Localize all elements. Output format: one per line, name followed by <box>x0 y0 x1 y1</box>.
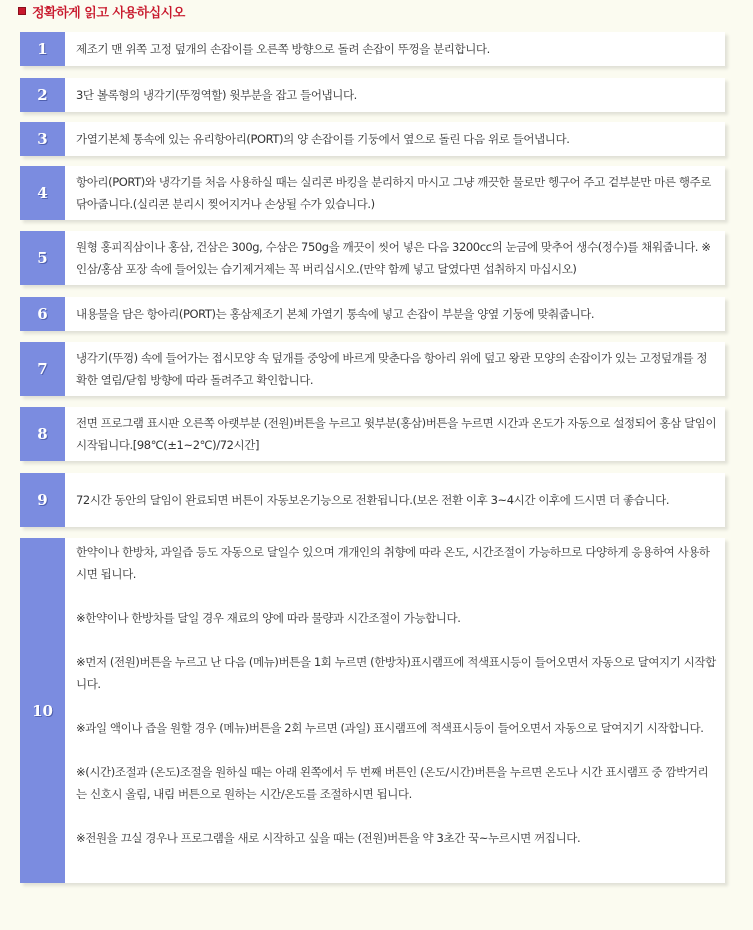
step-4 <box>20 166 725 220</box>
step-7 <box>20 342 725 396</box>
step-text: 가열기본체 통속에 있는 유리항아리(PORT)의 양 손잡이를 기둥에서 옆으로 돌린 다음 위로 들어냅니다. <box>65 122 725 156</box>
step-9 <box>20 473 725 527</box>
step-number: 5 <box>20 231 65 285</box>
step-number: 2 <box>20 78 65 112</box>
step-text: 전면 프로그램 표시판 오른쪽 아랫부분 (전원)버튼을 누르고 윗부분(홍삼)버튼을 누르면 시간과 온도가 자동으로 설정되어 홍삼 달임이 시작됩니다.[98℃(±1~2℃)/72시간] <box>65 407 725 461</box>
step-3 <box>20 122 725 156</box>
step-8 <box>20 407 725 461</box>
bullet-square-icon <box>18 7 26 15</box>
step-paragraph: ※(시간)조절과 (온도)조절을 원하실 때는 아래 왼쪽에서 두 번째 버튼인 (온도/시간)버튼을 누르면 온도나 시간 표시램프 중 깜박거리는 신호시 올림, 내림 버튼으로 원하는 시간/온도를 조절하시면 됩니다. <box>76 765 709 801</box>
step-number: 10 <box>20 538 65 883</box>
step-number: 7 <box>20 342 65 396</box>
step-paragraph: ※먼저 (전원)버튼을 누르고 난 다음 (메뉴)버튼을 1회 누르면 (한방차)표시램프에 적색표시등이 들어오면서 자동으로 달여지기 시작합니다. <box>76 655 716 691</box>
step-text: 원형 홍피직삼이나 홍삼, 건삼은 300g, 수삼은 750g을 깨끗이 씻어 넣은 다음 3200cc의 눈금에 맞추어 생수(정수)를 채워줍니다. ※인삼/홍삼 포장 속에 들어있는 습기제거제는 꼭 버리십시오.(만약 함께 넣고 달였다면 섭취하지 마십시오) <box>65 231 725 285</box>
step-number: 6 <box>20 297 65 331</box>
step-paragraph: ※한약이나 한방차를 달일 경우 재료의 양에 따라 물량과 시간조절이 가능합니다. <box>76 611 461 625</box>
step-text: 내용물을 담은 항아리(PORT)는 홍삼제조기 본체 가열기 통속에 넣고 손잡이 부분을 양옆 기둥에 맞춰줍니다. <box>65 297 725 331</box>
page-title: 정확하게 읽고 사용하십시오 <box>32 5 185 21</box>
step-paragraph: 한약이나 한방차, 과일즙 등도 자동으로 달일수 있으며 개개인의 취향에 따라 온도, 시간조절이 가능하므로 다양하게 응용하여 사용하시면 됩니다. <box>76 545 710 581</box>
step-6 <box>20 297 725 331</box>
step-text: 냉각기(뚜껑) 속에 들어가는 접시모양 속 덮개를 중앙에 바르게 맞춘다음 항아리 위에 덮고 왕관 모양의 손잡이가 있는 고정덮개를 정확한 열림/닫힘 방향에 따라 돌려주고 확인합니다. <box>65 342 725 396</box>
step-text: 72시간 동안의 달임이 완료되면 버튼이 자동보온기능으로 전환됩니다.(보온 전환 이후 3~4시간 이후에 드시면 더 좋습니다. <box>65 473 725 527</box>
step-10 <box>20 538 725 883</box>
step-text: 제조기 맨 위쪽 고정 덮개의 손잡이를 오른쪽 방향으로 돌려 손잡이 뚜껑을 분리합니다. <box>65 32 725 66</box>
step-text: 3단 볼록형의 냉각기(뚜껑역할) 윗부분을 잡고 들어냅니다. <box>65 78 725 112</box>
step-paragraph: ※과일 액이나 즙을 원할 경우 (메뉴)버튼을 2회 누르면 (과일) 표시램프에 적색표시등이 들어오면서 자동으로 달여지기 시작합니다. <box>76 721 704 735</box>
step-number: 3 <box>20 122 65 156</box>
step-number: 8 <box>20 407 65 461</box>
section-header <box>18 1 185 21</box>
step-5 <box>20 231 725 285</box>
step-paragraph: ※전원을 끄실 경우나 프로그램을 새로 시작하고 싶을 때는 (전원)버튼을 약 3초간 꾹~누르시면 꺼집니다. <box>76 831 581 845</box>
step-1 <box>20 32 725 66</box>
step-text <box>65 538 725 883</box>
step-number: 9 <box>20 473 65 527</box>
step-number: 1 <box>20 32 65 66</box>
step-2 <box>20 78 725 112</box>
step-text: 항아리(PORT)와 냉각기를 처음 사용하실 때는 실리콘 바킹을 분리하지 마시고 그냥 깨끗한 물로만 헹구어 주고 겉부분만 마른 행주로 닦아줍니다.(실리콘 분리시 찢어지거나 손상될 수가 있습니다.) <box>65 166 725 220</box>
step-number: 4 <box>20 166 65 220</box>
